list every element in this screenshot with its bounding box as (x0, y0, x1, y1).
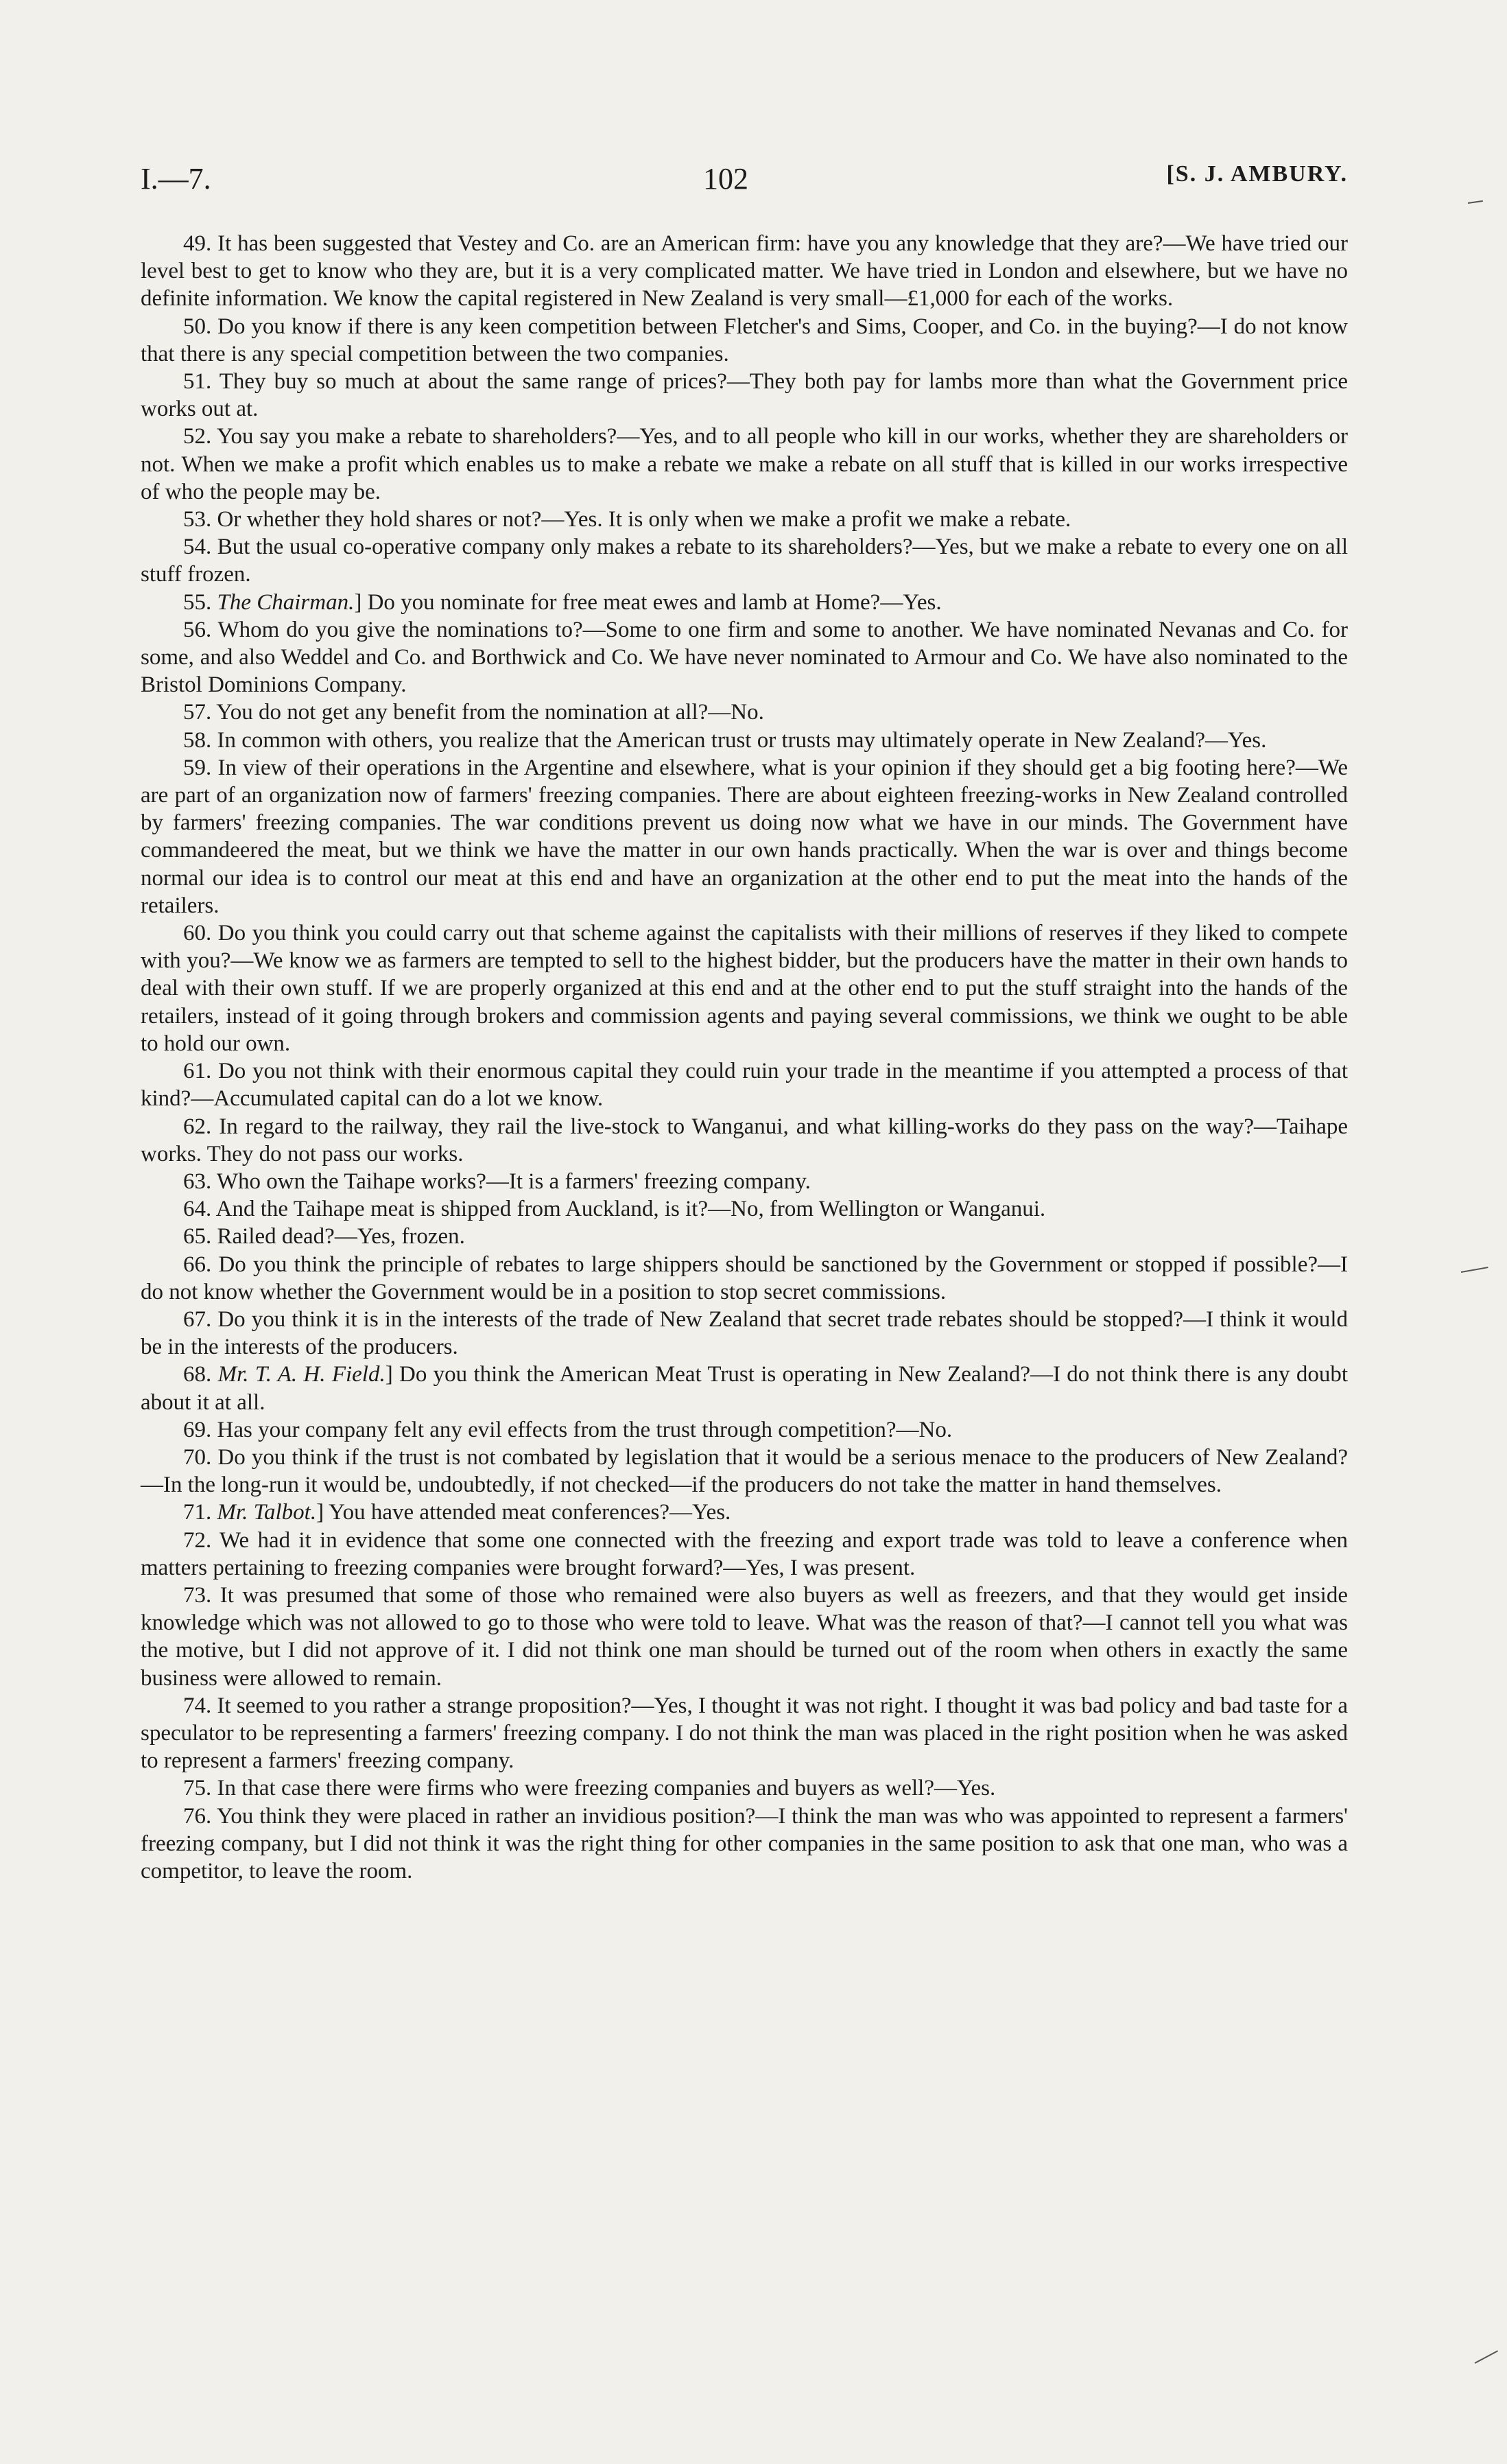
evidence-paragraph (141, 1444, 1348, 1499)
paragraph-text: 67. Do you think it is in the interests of the trade of New Zealand that secret trade rebates should be stopped?—I think it would be in the interests of the producers. (141, 1306, 1348, 1360)
evidence-paragraph (141, 1692, 1348, 1775)
margin-mark (1461, 1267, 1488, 1273)
speaker-name: Mr. Talbot. (217, 1500, 317, 1525)
paragraph-text: 56. Whom do you give the nominations to?—Some to one firm and some to another. We have nominated Nevanas and Co. for some, and also Weddel and Co. and Borthwick and Co. We have never nominated to Armour and Co. We have also nominated to the Bristol Dominions Company. (141, 617, 1348, 698)
evidence-paragraph (141, 423, 1348, 506)
paper-reference: I.—7. (141, 162, 211, 196)
evidence-paragraph (141, 699, 1348, 726)
paragraph-text: ] Do you nominate for free meat ewes and lamb at Home?—Yes. (354, 589, 942, 615)
paragraph-text: 61. Do you not think with their enormous capital they could ruin your trade in the meantime if you attempted a process of that kind?—Accumulated capital can do a lot we know. (141, 1059, 1348, 1112)
paragraph-text: 51. They buy so much at about the same range of prices?—They both pay for lambs more than what the Government price works out at. (141, 369, 1348, 422)
paragraph-text: 75. In that case there were firms who were freezing companies and buyers as well?—Yes. (183, 1776, 996, 1801)
evidence-text (141, 230, 1348, 1885)
evidence-paragraph (141, 754, 1348, 919)
paragraph-text: 53. Or whether they hold shares or not?—Yes. It is only when we make a profit we make a rebate. (183, 507, 1071, 532)
speaker-name: Mr. T. A. H. Field. (217, 1362, 385, 1387)
evidence-paragraph (141, 1774, 1348, 1802)
question-number: 55. (183, 589, 217, 615)
paragraph-text: 60. Do you think you could carry out that scheme against the capitalists with their millions of reserves if they liked to compete with you?—We know we as farmers are tempted to sell to the highest bidder, but the producers have the matter in their own hands to deal with their own stuff. If we are properly organized at this end and at the other end to put the stuff straight into the hands of the retailers, instead of it going through brokers and commission agents and paying several commissions, we think we ought to be able to hold our own. (141, 921, 1348, 1056)
paragraph-text: 72. We had it in evidence that some one connected with the freezing and export trade was told to leave a conference when matters pertaining to freezing companies were brought forward?—Yes, I was present. (141, 1527, 1348, 1580)
page-number: 102 (703, 162, 748, 196)
evidence-paragraph (141, 506, 1348, 533)
paragraph-text: 59. In view of their operations in the Argentine and elsewhere, what is your opinion if they should get a big footing here?—We are part of an organization now of farmers' freezing companies. There are about eighteen freezing-works in New Zealand controlled by farmers' freezing companies. The war conditions prevent us doing now what we have in our minds. The Government have commandeered the meat, but we think we have the matter in our own hands practically. When the war is over and things become normal our idea is to control our meat at this end and have an organization at the other end to put the meat into the hands of the retailers. (141, 755, 1348, 918)
question-number: 71. (183, 1500, 217, 1525)
paragraph-text: 52. You say you make a rebate to shareholders?—Yes, and to all people who kill in our works, whether they are shareholders or not. When we make a profit which enables us to make a rebate we make a rebate on all stuff that is killed in our works irrespective of who the people may be. (141, 424, 1348, 504)
paragraph-text: 65. Railed dead?—Yes, frozen. (183, 1224, 465, 1249)
evidence-paragraph (141, 1195, 1348, 1223)
evidence-paragraph (141, 1527, 1348, 1582)
evidence-paragraph (141, 1251, 1348, 1306)
evidence-paragraph (141, 1416, 1348, 1444)
paragraph-text: 57. You do not get any benefit from the nomination at all?—No. (183, 700, 764, 725)
evidence-paragraph (141, 589, 1348, 616)
witness-name: [S. J. AMBURY. (1166, 161, 1348, 187)
speaker-name: The Chairman. (217, 589, 355, 615)
paragraph-text: ] Do you think the American Meat Trust is operating in New Zealand?—I do not think there is any doubt about it at all. (141, 1362, 1348, 1415)
paragraph-text: 74. It seemed to you rather a strange proposition?—Yes, I thought it was not right. I thought it was bad policy and bad taste for a speculator to be representing a farmers' freezing company. I do not think the man was placed in the right position when he was asked to represent a farmers' freezing company. (141, 1693, 1348, 1774)
paragraph-text: 63. Who own the Taihape works?—It is a farmers' freezing company. (183, 1169, 811, 1194)
evidence-paragraph (141, 313, 1348, 368)
paragraph-text: 70. Do you think if the trust is not combated by legislation that it would be a serious menace to the producers of New Zealand?—In the long-run it would be, undoubtedly, if not checked—if the producers do not take the matter in hand themselves. (141, 1444, 1348, 1498)
evidence-paragraph (141, 1223, 1348, 1250)
paragraph-text: 73. It was presumed that some of those who remained were also buyers as well as freezers, and that they would get inside knowledge which was not allowed to go to those who were told to leave. What was the reason of that?—I cannot tell you what was the motive, but I did not approve of it. I did not think one man should be turned out of the room when others in exactly the same business were allowed to remain. (141, 1582, 1348, 1691)
paragraph-text: 49. It has been suggested that Vestey and Co. are an American firm: have you any knowledge that they are?—We have tried our level best to get to know who they are, but it is a very complicated matter. We have tried in London and elsewhere, but we have no definite information. We know the capital registered in New Zealand is very small—£1,000 for each of the works. (141, 231, 1348, 312)
evidence-paragraph (141, 533, 1348, 588)
paragraph-text: ] You have attended meat conferences?—Yes. (316, 1500, 731, 1525)
document-page (141, 161, 1348, 1885)
paragraph-text: 58. In common with others, you realize that the American trust or trusts may ultimately operate in New Zealand?—Yes. (183, 727, 1267, 753)
evidence-paragraph (141, 230, 1348, 313)
evidence-paragraph (141, 616, 1348, 699)
paragraph-text: 66. Do you think the principle of rebates to large shippers should be sanctioned by the Government or stopped if possible?—I do not know whether the Government would be in a position to stop secret commissions. (141, 1252, 1348, 1304)
paragraph-text: 62. In regard to the railway, they rail the live-stock to Wanganui, and what killing-works do they pass on the way?—Taihape works. They do not pass our works. (141, 1114, 1348, 1166)
evidence-paragraph (141, 1361, 1348, 1416)
evidence-paragraph (141, 919, 1348, 1057)
evidence-paragraph (141, 368, 1348, 423)
evidence-paragraph (141, 1803, 1348, 1886)
evidence-paragraph (141, 1306, 1348, 1361)
paragraph-text: 50. Do you know if there is any keen competition between Fletcher's and Sims, Cooper, and Co. in the buying?—I do not know that there is any special competition between the two companies. (141, 314, 1348, 366)
question-number: 68. (183, 1362, 218, 1387)
paragraph-text: 54. But the usual co-operative company only makes a rebate to its shareholders?—Yes, but we make a rebate to every one on all stuff frozen. (141, 535, 1348, 587)
evidence-paragraph (141, 1499, 1348, 1526)
paragraph-text: 69. Has your company felt any evil effects from the trust through competition?—No. (183, 1417, 953, 1442)
paragraph-text: 76. You think they were placed in rather an invidious position?—I think the man was who was appointed to represent a farmers' freezing company, but I did not think it was the right thing for other companies in the same position to ask that one man, who was a competitor, to leave the room. (141, 1803, 1348, 1884)
evidence-paragraph (141, 727, 1348, 754)
evidence-paragraph (141, 1582, 1348, 1692)
paragraph-text: 64. And the Taihape meat is shipped from Auckland, is it?—No, from Wellington or Wanganui. (183, 1197, 1046, 1222)
evidence-paragraph (141, 1113, 1348, 1168)
evidence-paragraph (141, 1168, 1348, 1195)
margin-mark (1475, 2350, 1498, 2364)
page-header (141, 161, 1348, 209)
evidence-paragraph (141, 1057, 1348, 1112)
margin-mark (1468, 200, 1483, 204)
